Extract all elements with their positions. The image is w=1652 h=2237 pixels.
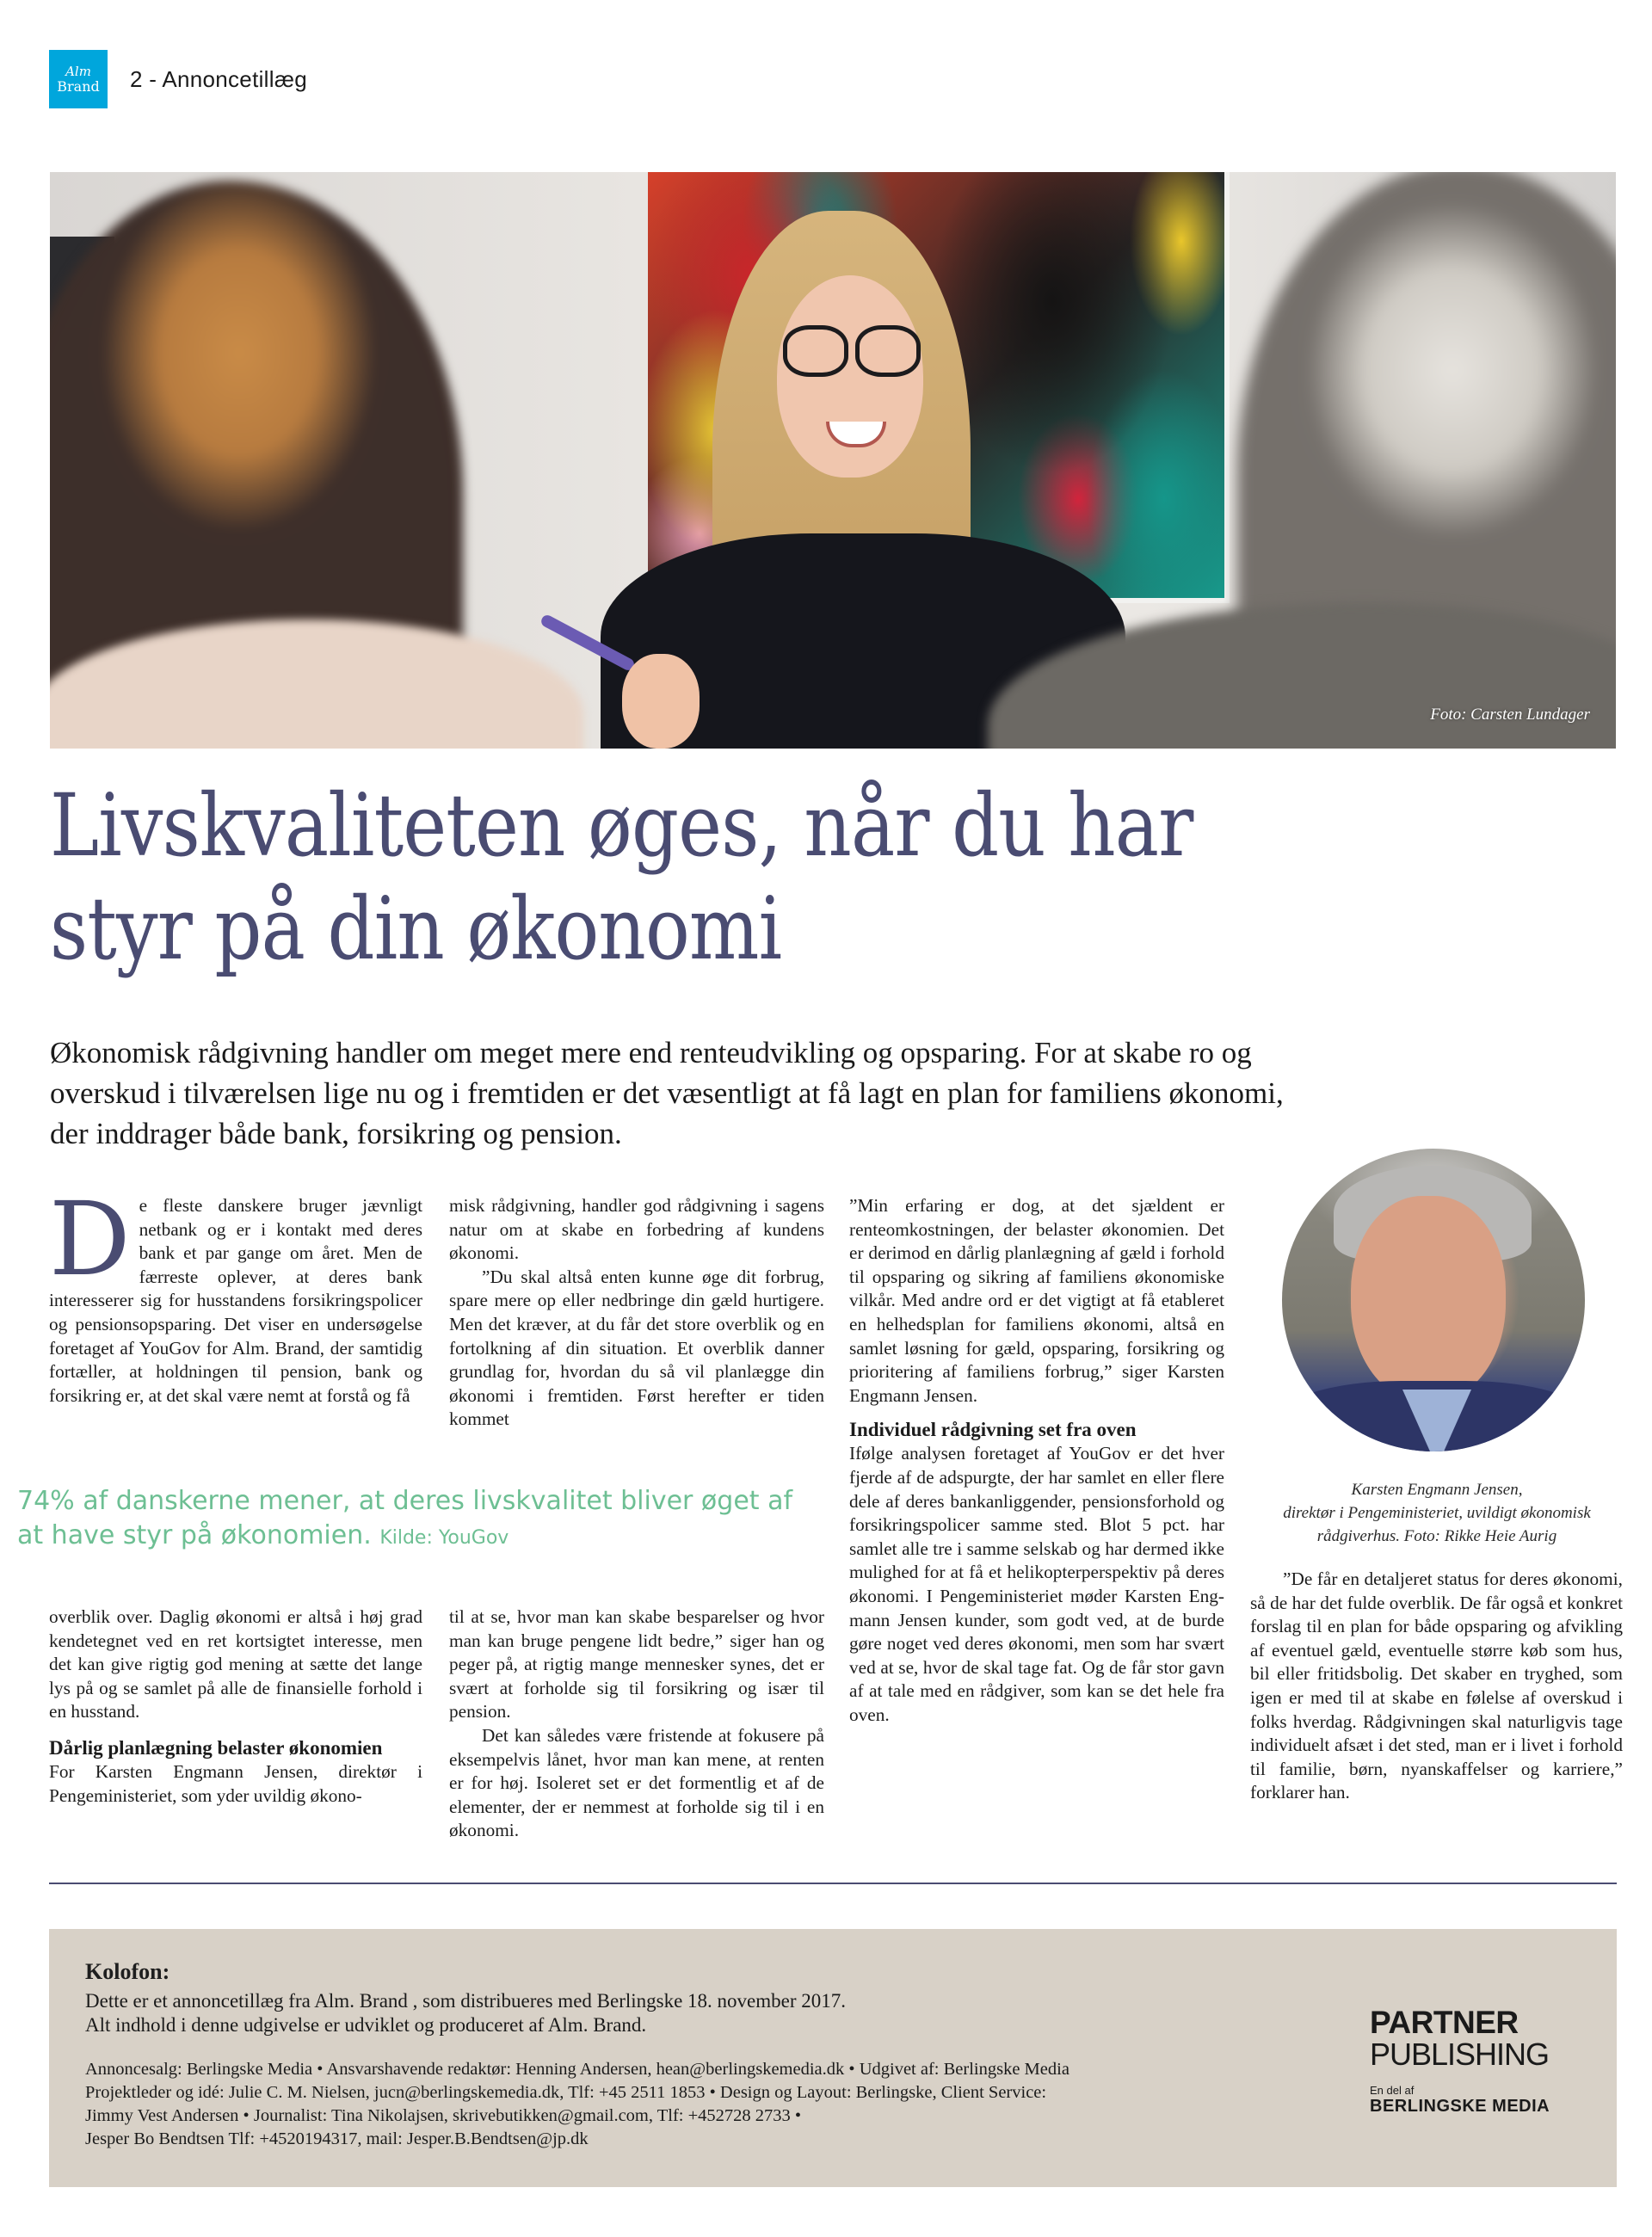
headline-line-1: Livskvaliteten øges, når du har [50,775,1193,876]
column-1-top [49,1180,422,1408]
alm-brand-logo [49,50,108,108]
photo-credit: Foto: Carsten Lundager [1430,706,1590,724]
divider [49,1883,1617,1884]
body-paragraph: e fleste danskere bruger jævnligt netbank og er i kontakt med deres bank et par gange om året. Men de færreste oplever, at deres bank interesserer sig for husstandens forsikringspolicer og pensionsopsparing. Det viser en undersøgelse foretaget af YouGov for Alm. Brand, der samtidig fortæller, at holdningen til pension, bank og forsikring er, at det skal være nemt at forstå og få [49,1195,422,1406]
body-paragraph: Det kan således være fristende at fokusere på eksempelvis lånet, hvor man kan mene, at renten er for høj. Isoleret set er det formentlig et af de elementer, der er nemmest at forholde sig til i en økonomi. [449,1724,824,1841]
body-paragraph: ”Min erfaring er dog, at det sjældent er renteomkostningen, der belaster økonomien. Det er derimod en dårlig planlægning af gæld i forhold til opsparing og sikring af familiens økonomiske vilkår. Med andre ord er det vigtigt at få etableret en helhedsplan for familiens økonomi, altså en samlet løsning for gæld, opsparing, forsikring og prioritering af familiens forbrug,” siger Karsten Engmann Jensen. [849,1195,1224,1406]
headline-line-2: styr på din økonomi [50,878,782,979]
pull-quote-source: Kilde: YouGov [379,1527,509,1549]
pull-quote-text: 74% af danskerne mener, at deres livskvalitet bliver øget af at have styr på økonomien. [17,1486,793,1550]
page-header [49,49,307,109]
column-2-top [449,1194,824,1432]
column-3 [849,1194,1224,1727]
pull-quote [17,1484,826,1556]
column-2-bottom [449,1605,824,1843]
body-paragraph: ”De får en detaljeret status for deres økonomi, så de har det fulde overblik. De får også et konkret forslag til en plan for både opsparing og afvikling af eventuel gæld, eventuelle større køb som hus, bil eller fritidsbolig. Det skaber en tryghed, som igen er med til at skabe en følelse af overskud i folks hverdag. Rådgivningen skal naturligvis tage individuelt afsæt i det sted, man er i livet i forhold til familie, børn, nyanskaffelser og karriere,” forklarer han. [1250,1568,1623,1803]
kolofon-title: Kolofon: [85,1959,170,1984]
portrait-caption: Karsten Engmann Jensen, direktør i Pengeministeriet, uvildigt økonomisk rådgiverhus. Foto: Rikke Heie Aurig [1283,1481,1591,1545]
page-label: 2 - Annoncetillæg [130,65,308,92]
column-4 [1250,1568,1623,1805]
article-headline [50,774,1396,981]
kolofon-box [49,1929,1617,2187]
drop-cap: D [49,1180,131,1298]
partner-publishing-logo: PARTNER PUBLISHING En del af BERLINGSKE MEDIA [1370,2005,1550,2116]
portrait-face [1351,1196,1506,1402]
column-1-bottom [49,1605,422,1808]
body-paragraph: For Karsten Engmann Jensen, direktør i Pengeministeriet, som yder uvildig økono- [49,1760,422,1806]
portrait-photo [1282,1149,1585,1451]
body-paragraph: overblik over. Daglig økonomi er altså i høj grad kendetegnet ved en ret kortsigtet interesse, men det kan give rigtig god mening at sætte det lange lys på og se samlet på alle de finansielle forhold i en husstand. [49,1606,422,1722]
subheading-individual: Individuel rådgivning set fra oven [849,1419,1137,1441]
kolofon-line-1: Dette er et annoncetillæg fra Alm. Brand , som distribueres med Berlingske 18. november 2017. [85,1990,847,2012]
body-paragraph: til at se, hvor man kan skabe besparelser og hvor man kan bruge pengene lidt bedre,” siger han og peger på, at rigtig mange mennesker synes, det er svært at forholde sig til forsikring og især til pension. [449,1606,824,1722]
logo-line-2: Brand [57,77,100,95]
body-paragraph: Ifølge analysen foretaget af YouGov er det hver fjerde af de adspurgte, der har samlet en eller flere dele af deres bankanliggender, pensionsforhold og forsikringspolicer samme sted. Blot 5 pct. har samlet alle tre i samme selskab og har dermed ikke mulighed for at få et helikopterperspektiv på deres økonomi. I Pengeministeriet møder Karsten Engmann Jensen kunder, som godt ved, at de burde gøre noget ved deres økonomi, men som har svært ved at se, hvor de skal tage fat. Og de får stor gavn af at tale med en rådgiver, som kan se det hele fra oven. [849,1443,1224,1725]
hero-photo [50,172,1616,749]
kolofon-line-2: Alt indhold i denne udgivelse er udviklet og produceret af Alm. Brand. [85,2014,647,2036]
standfirst: Økonomisk rådgivning handler om meget mere end renteudvikling og opsparing. For at skabe ro og overskud i tilværelsen lige nu og i fremtiden er det væsentligt at få lagt en plan for familiens økonomi, der inddrager både bank, forsikring og pension. [50,1036,1284,1150]
body-paragraph: ”Du skal altså enten kunne øge dit forbrug, spare mere op eller nedbringe din gæld hurtigere. Men det kræver, at du får det store overblik og en fortolkning af din situation. Et overblik danner grundlag for, hvordan du så vil planlægge din økonomi i fremtiden. Først herefter er tiden kommet [449,1266,824,1430]
glasses-icon [783,325,921,377]
body-paragraph: misk rådgivning, handler god rådgivning i sagens natur om at skabe en forbedring af kundens økonomi. [449,1195,824,1264]
kolofon-credits: Annoncesalg: Berlingske Media • Ansvarshavende redaktør: Henning Andersen, hean@berlingskemedia.dk • Udgivet af: Berlingske Media Projektleder og idé: Julie C. M. Nielsen, jucn@berlingskemedia.dk, Tlf: +45 2511 1853 • Design og Layout: Berlingske, Client Service: Jimmy Vest Andersen • Journalist: Tina Nikolajsen, skrivebutikken@gmail.com, Tlf: +452728 2733 • Jesper Bo Bendtsen Tlf: +4520194317, mail: Jesper.B.Bendtsen@jp.dk [85,2060,1069,2148]
logo-line-1: Alm [65,63,91,79]
subheading-planning: Dårlig planlægning belaster økonomien [49,1736,383,1759]
